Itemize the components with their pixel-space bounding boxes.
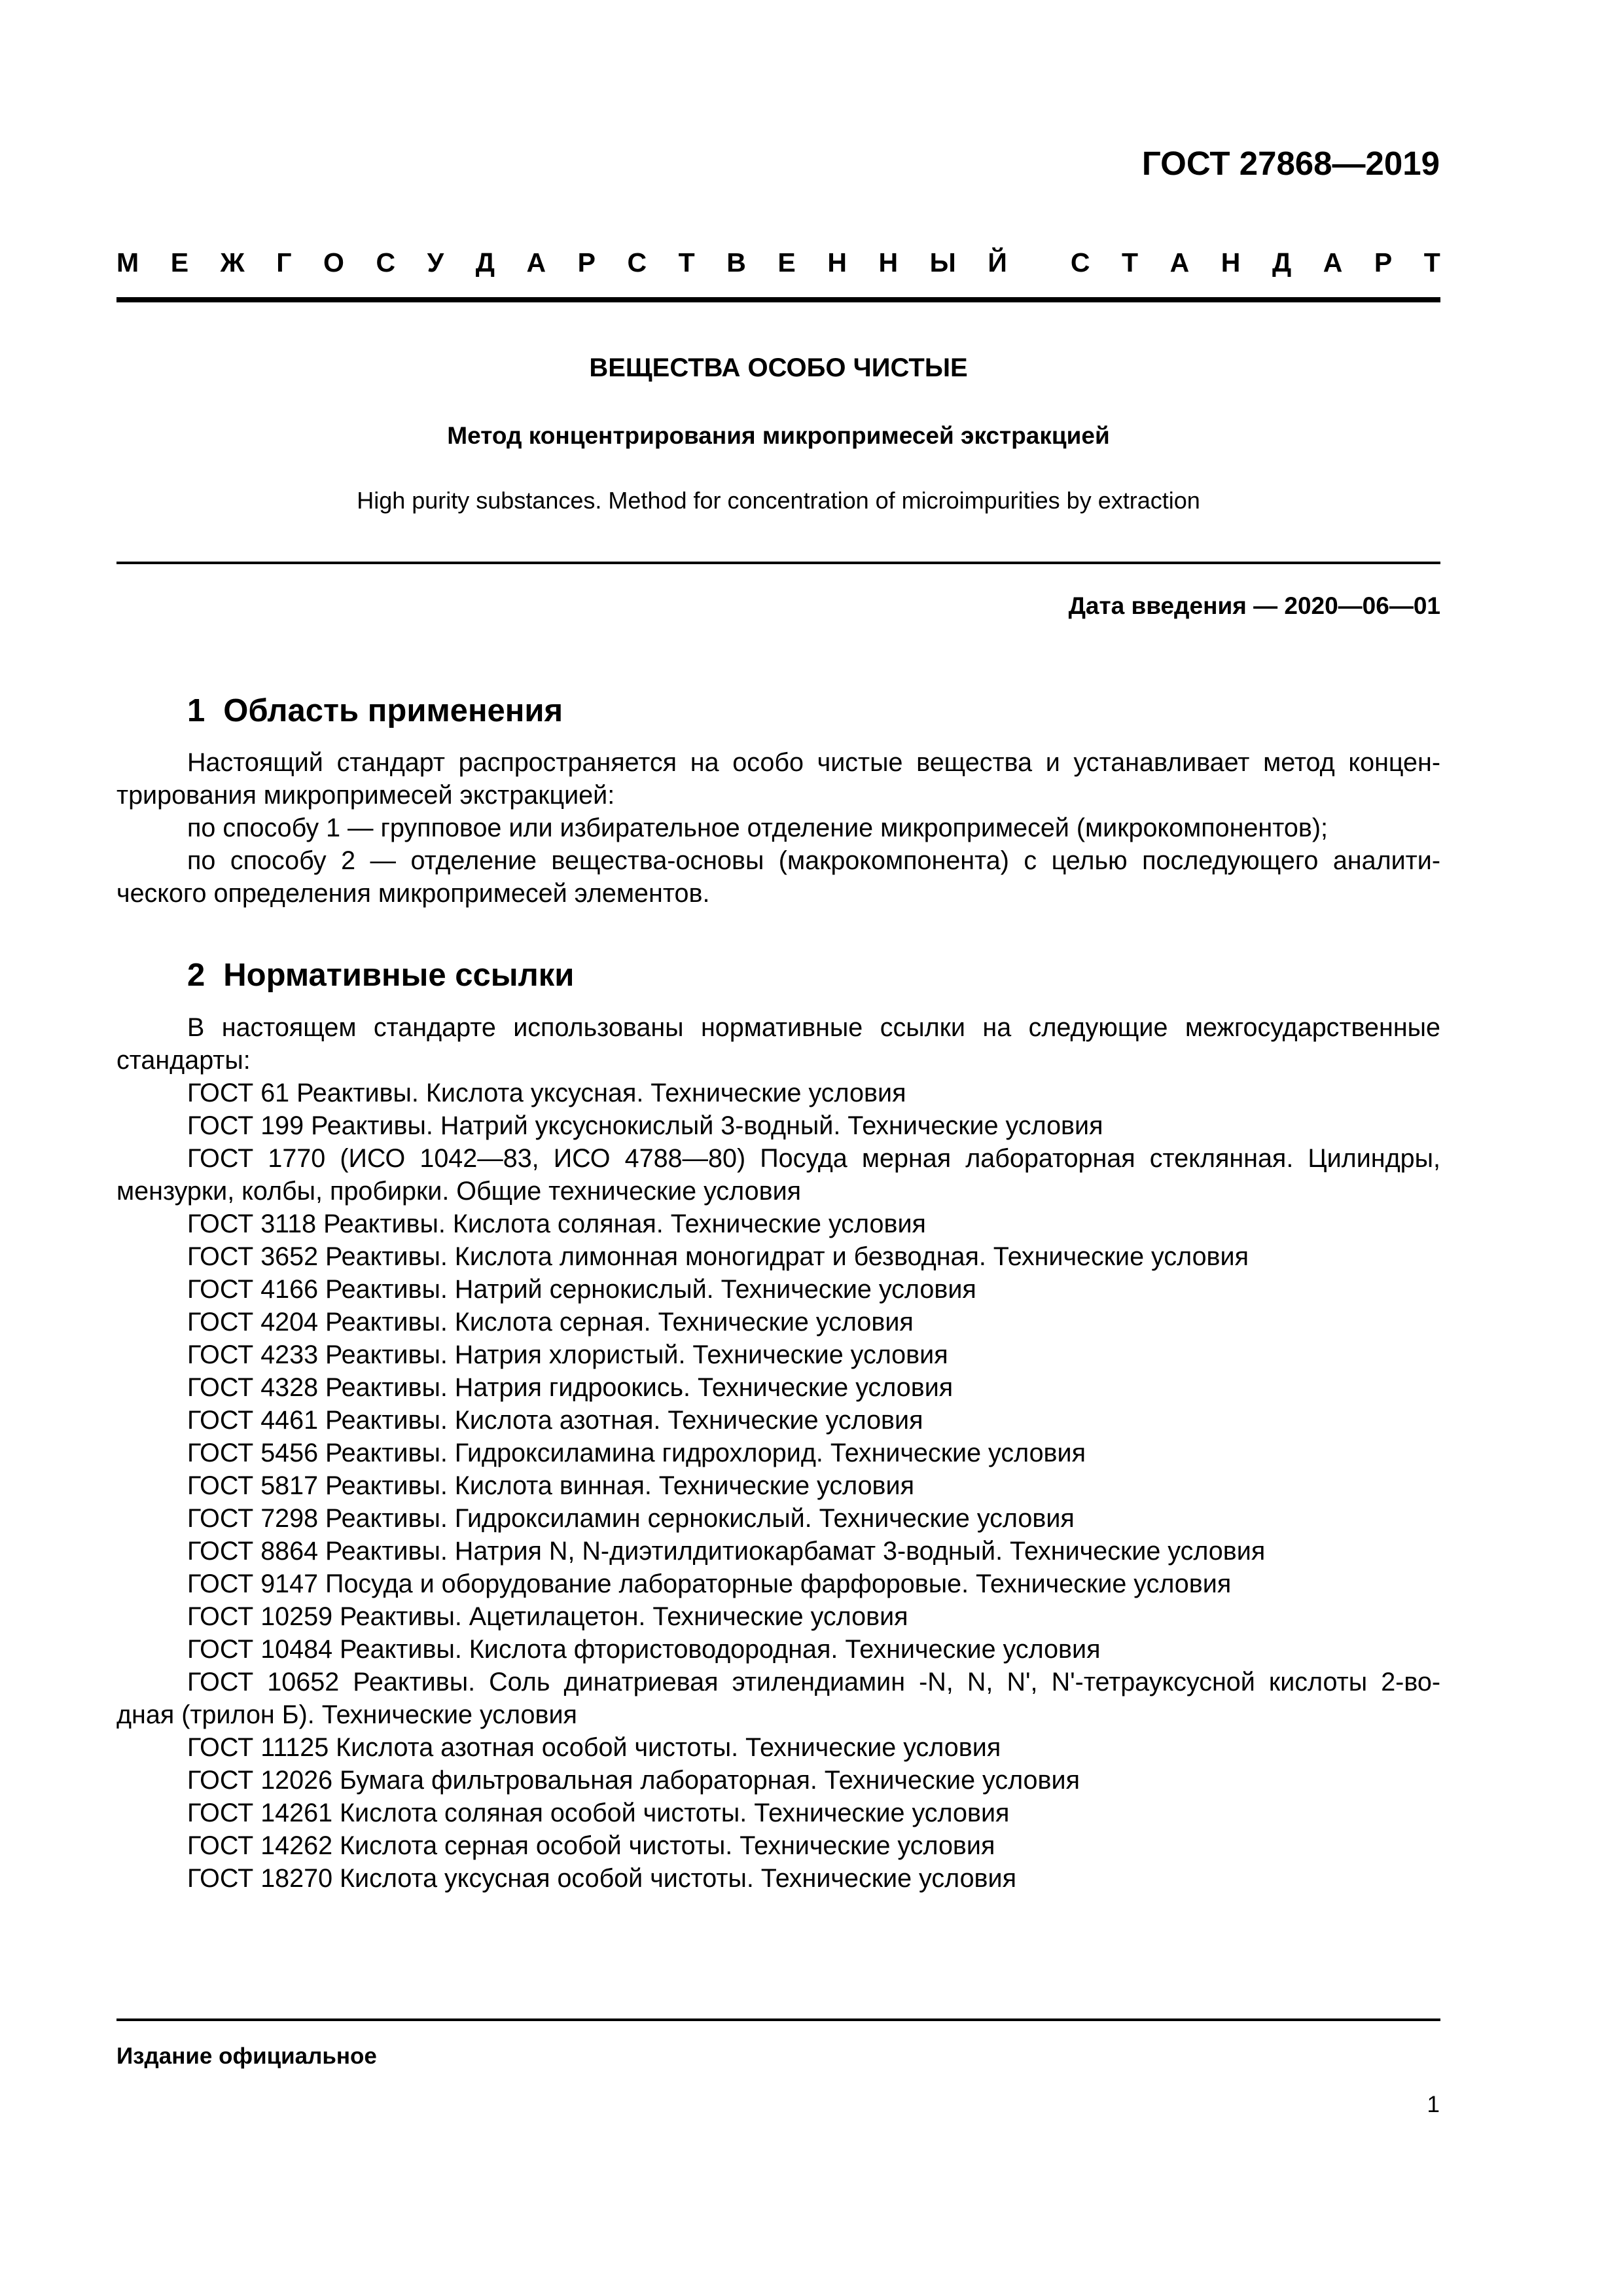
standard-type-letter: Й [988, 247, 1007, 278]
standard-type-letter: Д [475, 247, 495, 278]
reference-item: ГОСТ 11125 Кислота азотная особой чистоты. Технические условия [187, 1733, 1001, 1762]
text-line: Настоящий стандарт распространяется на особо чистые вещества и устанавливает метод концен- [187, 748, 1440, 777]
reference-item: ГОСТ 61 Реактивы. Кислота уксусная. Технические условия [187, 1079, 906, 1107]
standard-type-heading [116, 247, 1440, 278]
reference-item-continuation: дная (трилон Б). Технические условия [116, 1700, 577, 1729]
standard-type-letter: Р [1374, 247, 1393, 278]
official-edition-label: Издание официальное [116, 2043, 377, 2069]
reference-item: ГОСТ 10652 Реактивы. Соль динатриевая этилендиамин -N, N, N', N'-тетрауксусной кислоты 2-во- [187, 1668, 1440, 1696]
document-number: ГОСТ 27868—2019 [1141, 145, 1440, 182]
reference-item: ГОСТ 3652 Реактивы. Кислота лимонная моногидрат и безводная. Технические условия [187, 1242, 1249, 1271]
page-number: 1 [1427, 2092, 1440, 2117]
reference-item: ГОСТ 8864 Реактивы. Натрия N, N-диэтилдитиокарбамат 3-водный. Технические условия [187, 1537, 1266, 1566]
reference-item: ГОСТ 10484 Реактивы. Кислота фтористоводородная. Технические условия [187, 1635, 1101, 1664]
text-line: по способу 1 — групповое или избирательное отделение микропримесей (микрокомпонентов); [187, 814, 1328, 842]
reference-item: ГОСТ 3118 Реактивы. Кислота соляная. Технические условия [187, 1210, 926, 1238]
standard-type-letter: Е [777, 247, 796, 278]
text-line: В настоящем стандарте использованы нормативные ссылки на следующие межгосударственные [187, 1013, 1440, 1042]
reference-item: ГОСТ 9147 Посуда и оборудование лабораторные фарфоровые. Технические условия [187, 1570, 1232, 1598]
reference-item: ГОСТ 14262 Кислота серная особой чистоты. Технические условия [187, 1831, 995, 1860]
text-line: по способу 2 — отделение вещества-основы (макрокомпонента) с целью последующего аналити- [187, 846, 1440, 875]
standard-type-letter: Н [1221, 247, 1241, 278]
reference-item: ГОСТ 7298 Реактивы. Гидроксиламин сернокислый. Технические условия [187, 1504, 1075, 1533]
title-divider [116, 562, 1440, 564]
section-2-heading [187, 957, 574, 994]
standard-type-letter: Т [1423, 247, 1440, 278]
standard-type-letter: М [116, 247, 139, 278]
text-line: ческого определения микропримесей элементов. [116, 879, 710, 908]
standard-type-letter: Н [878, 247, 899, 278]
standard-type-letter: В [726, 247, 746, 278]
reference-item: ГОСТ 5456 Реактивы. Гидроксиламина гидрохлорид. Технические условия [187, 1439, 1086, 1467]
english-title: High purity substances. Method for concentration of microimpurities by extraction [357, 487, 1200, 514]
section-1-body [116, 746, 1440, 910]
reference-item: ГОСТ 4204 Реактивы. Кислота серная. Технические условия [187, 1308, 914, 1336]
reference-item: ГОСТ 4166 Реактивы. Натрий сернокислый. Технические условия [187, 1275, 976, 1304]
standard-type-letter: Д [1272, 247, 1292, 278]
reference-item: ГОСТ 5817 Реактивы. Кислота винная. Технические условия [187, 1471, 914, 1500]
document-title: ВЕЩЕСТВА ОСОБО ЧИСТЫЕ [589, 353, 968, 382]
introduction-date: Дата введения — 2020—06—01 [1068, 592, 1440, 619]
section-number: 1 [187, 693, 205, 728]
standard-type-letter: А [1323, 247, 1343, 278]
standard-type-letter: О [323, 247, 344, 278]
text-line: трирования микропримесей экстракцией: [116, 781, 615, 810]
standard-type-letter: А [526, 247, 546, 278]
reference-item: ГОСТ 1770 (ИСО 1042—83, ИСО 4788—80) Посуда мерная лабораторная стеклянная. Цилиндры, [187, 1144, 1440, 1173]
standard-type-letter: С [376, 247, 396, 278]
footer-divider [116, 2018, 1440, 2021]
standard-type-letter: Т [678, 247, 695, 278]
standard-type-letter: Е [170, 247, 189, 278]
section-number: 2 [187, 958, 205, 993]
section-2-body [116, 1011, 1440, 1895]
standard-type-letter: Т [1122, 247, 1139, 278]
standard-type-letter: А [1169, 247, 1190, 278]
document-subtitle: Метод концентрирования микропримесей экстракцией [447, 422, 1110, 449]
reference-item-continuation: мензурки, колбы, пробирки. Общие технические условия [116, 1177, 802, 1206]
reference-item: ГОСТ 4461 Реактивы. Кислота азотная. Технические условия [187, 1406, 923, 1435]
section-title: Нормативные ссылки [223, 958, 575, 993]
reference-item: ГОСТ 10259 Реактивы. Ацетилацетон. Технические условия [187, 1602, 908, 1631]
standard-type-letter: С [1070, 247, 1090, 278]
reference-item: ГОСТ 18270 Кислота уксусная особой чистоты. Технические условия [187, 1864, 1016, 1893]
header-divider [116, 297, 1440, 302]
section-1-heading [187, 692, 563, 729]
standard-type-letter: Н [827, 247, 847, 278]
reference-item: ГОСТ 4328 Реактивы. Натрия гидроокись. Технические условия [187, 1373, 954, 1402]
reference-item: ГОСТ 12026 Бумага фильтровальная лабораторная. Технические условия [187, 1766, 1080, 1795]
reference-item: ГОСТ 4233 Реактивы. Натрия хлористый. Технические условия [187, 1340, 948, 1369]
reference-item: ГОСТ 14261 Кислота соляная особой чистоты. Технические условия [187, 1799, 1010, 1827]
standard-type-letter: Г [276, 247, 292, 278]
standard-type-letter: Р [577, 247, 596, 278]
standard-type-letter: У [427, 247, 444, 278]
text-line: стандарты: [116, 1046, 251, 1075]
standard-type-letter: Ж [220, 247, 245, 278]
section-title: Область применения [223, 693, 563, 728]
standard-type-letter: Ы [929, 247, 956, 278]
standard-type-letter: С [627, 247, 647, 278]
reference-item: ГОСТ 199 Реактивы. Натрий уксуснокислый 3-водный. Технические условия [187, 1111, 1103, 1140]
